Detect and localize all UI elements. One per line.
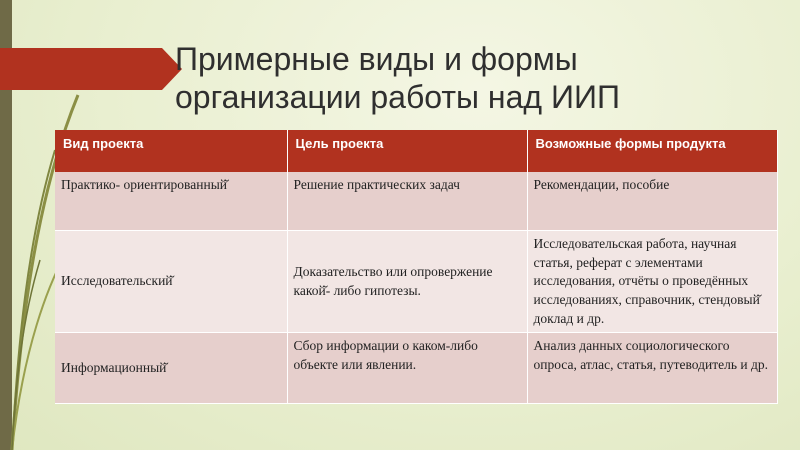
cell-forms: Рекомендации, пособие (527, 172, 777, 231)
title-line-2: организации работы над ИИП (175, 79, 620, 115)
cell-type: Информационный̆ (55, 333, 287, 404)
cell-forms: Исследовательская работа, научная статья, реферат с элементами исследования, отчёты о проведённых исследованиях, справочник, стендовый̆ доклад и др. (527, 231, 777, 333)
table-row (55, 172, 777, 231)
header-project-goal: Цель проекта (287, 130, 527, 172)
cell-goal: Решение практических задач (287, 172, 527, 231)
table-row (55, 231, 777, 333)
cell-type: Практико- ориентированный̆ (55, 172, 287, 231)
slide-title (175, 40, 775, 116)
title-accent-bar (0, 48, 162, 90)
cell-forms: Анализ данных социологического опроса, атлас, статья, путеводитель и др. (527, 333, 777, 404)
cell-goal: Доказательство или опровержение какой̆- либо гипотезы. (287, 231, 527, 333)
title-line-1: Примерные виды и формы (175, 41, 578, 77)
table-header-row (55, 130, 777, 172)
project-types-table (55, 130, 778, 404)
header-project-type: Вид проекта (55, 130, 287, 172)
header-product-forms: Возможные формы продукта (527, 130, 777, 172)
table-row (55, 333, 777, 404)
cell-goal: Сбор информации о каком-либо объекте или явлении. (287, 333, 527, 404)
cell-type: Исследовательский̆ (55, 231, 287, 333)
